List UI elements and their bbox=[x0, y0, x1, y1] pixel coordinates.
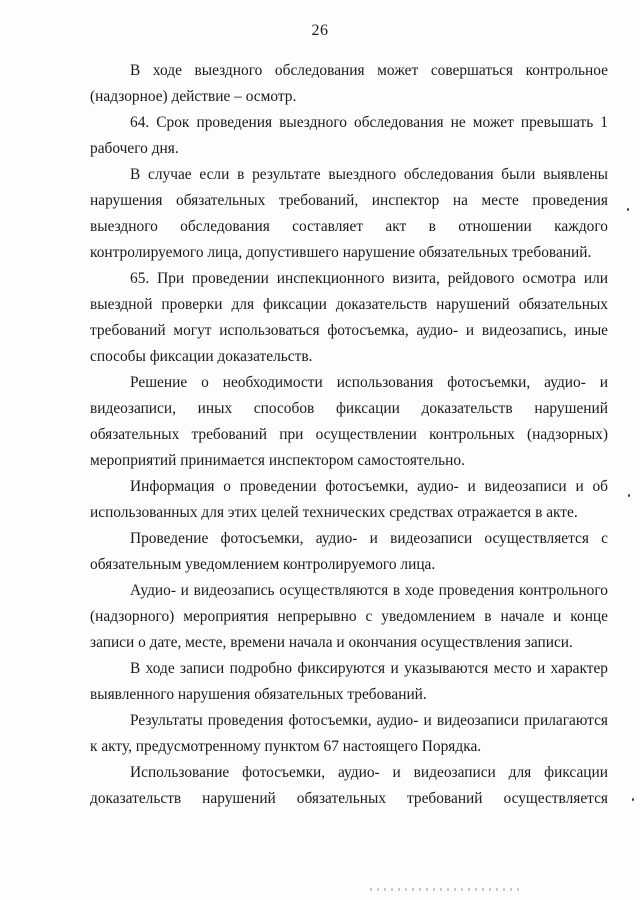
page-number: 26 bbox=[311, 22, 329, 39]
paragraph-65-evidence-methods: 65. При проведении инспекционного визита, рейдового осмотра или выездной проверки для фиксации доказательств нарушений обязательных требований могут использоваться фотосъемка, аудио- и видеозапись, иные способы фиксации доказательств. bbox=[90, 270, 608, 365]
paragraph-results-attached: Результаты проведения фотосъемки, аудио- и видеозаписи прилагаются к акту, предусмотренному пунктом 67 настоящего Порядка. bbox=[90, 712, 608, 755]
paragraph-continuous-recording: Аудио- и видеозапись осуществляются в ходе проведения контрольного (надзорного) мероприятия непрерывно с уведомлением в начале и конце записи о дате, месте, времени начала и окончания осуществления записи. bbox=[90, 582, 608, 651]
paragraph-recording-details: В ходе записи подробно фиксируются и указываются место и характер выявленного нарушения обязательных требований. bbox=[90, 660, 608, 703]
paragraph-violation-act: В случае если в результате выездного обследования были выявлены нарушения обязательных требований, инспектор на месте проведения выездного обследования составляет акт в отношении каждого контролируемого лица, допустившего нарушение обязательных требований. bbox=[90, 166, 608, 261]
paragraph-decision-recording: Решение о необходимости использования фотосъемки, аудио- и видеозаписи, иных способов фиксации доказательств нарушений обязательных требований при осуществлении контрольных (надзорных) мероприятий принимается инспектором самостоятельно. bbox=[90, 374, 608, 469]
paragraph-recording-info: Информация о проведении фотосъемки, аудио- и видеозаписи и об использованных для этих целей технических средствах отражается в акте. bbox=[90, 478, 608, 521]
scan-mark bbox=[628, 494, 630, 497]
document-body bbox=[90, 58, 608, 812]
paragraph-inspection-action: В ходе выездного обследования может совершаться контрольное (надзорное) действие – осмотр. bbox=[90, 62, 608, 105]
scan-mark bbox=[632, 798, 634, 801]
paragraph-64-term: 64. Срок проведения выездного обследования не может превышать 1 рабочего дня. bbox=[90, 114, 608, 157]
paragraph-use-recording: Использование фотосъемки, аудио- и видеозаписи для фиксации доказательств нарушений обязательных требований осуществляется bbox=[90, 764, 608, 807]
scan-mark bbox=[627, 208, 629, 211]
paragraph-recording-notice: Проведение фотосъемки, аудио- и видеозаписи осуществляется с обязательным уведомлением контролируемого лица. bbox=[90, 530, 608, 573]
scan-noise bbox=[370, 888, 520, 891]
